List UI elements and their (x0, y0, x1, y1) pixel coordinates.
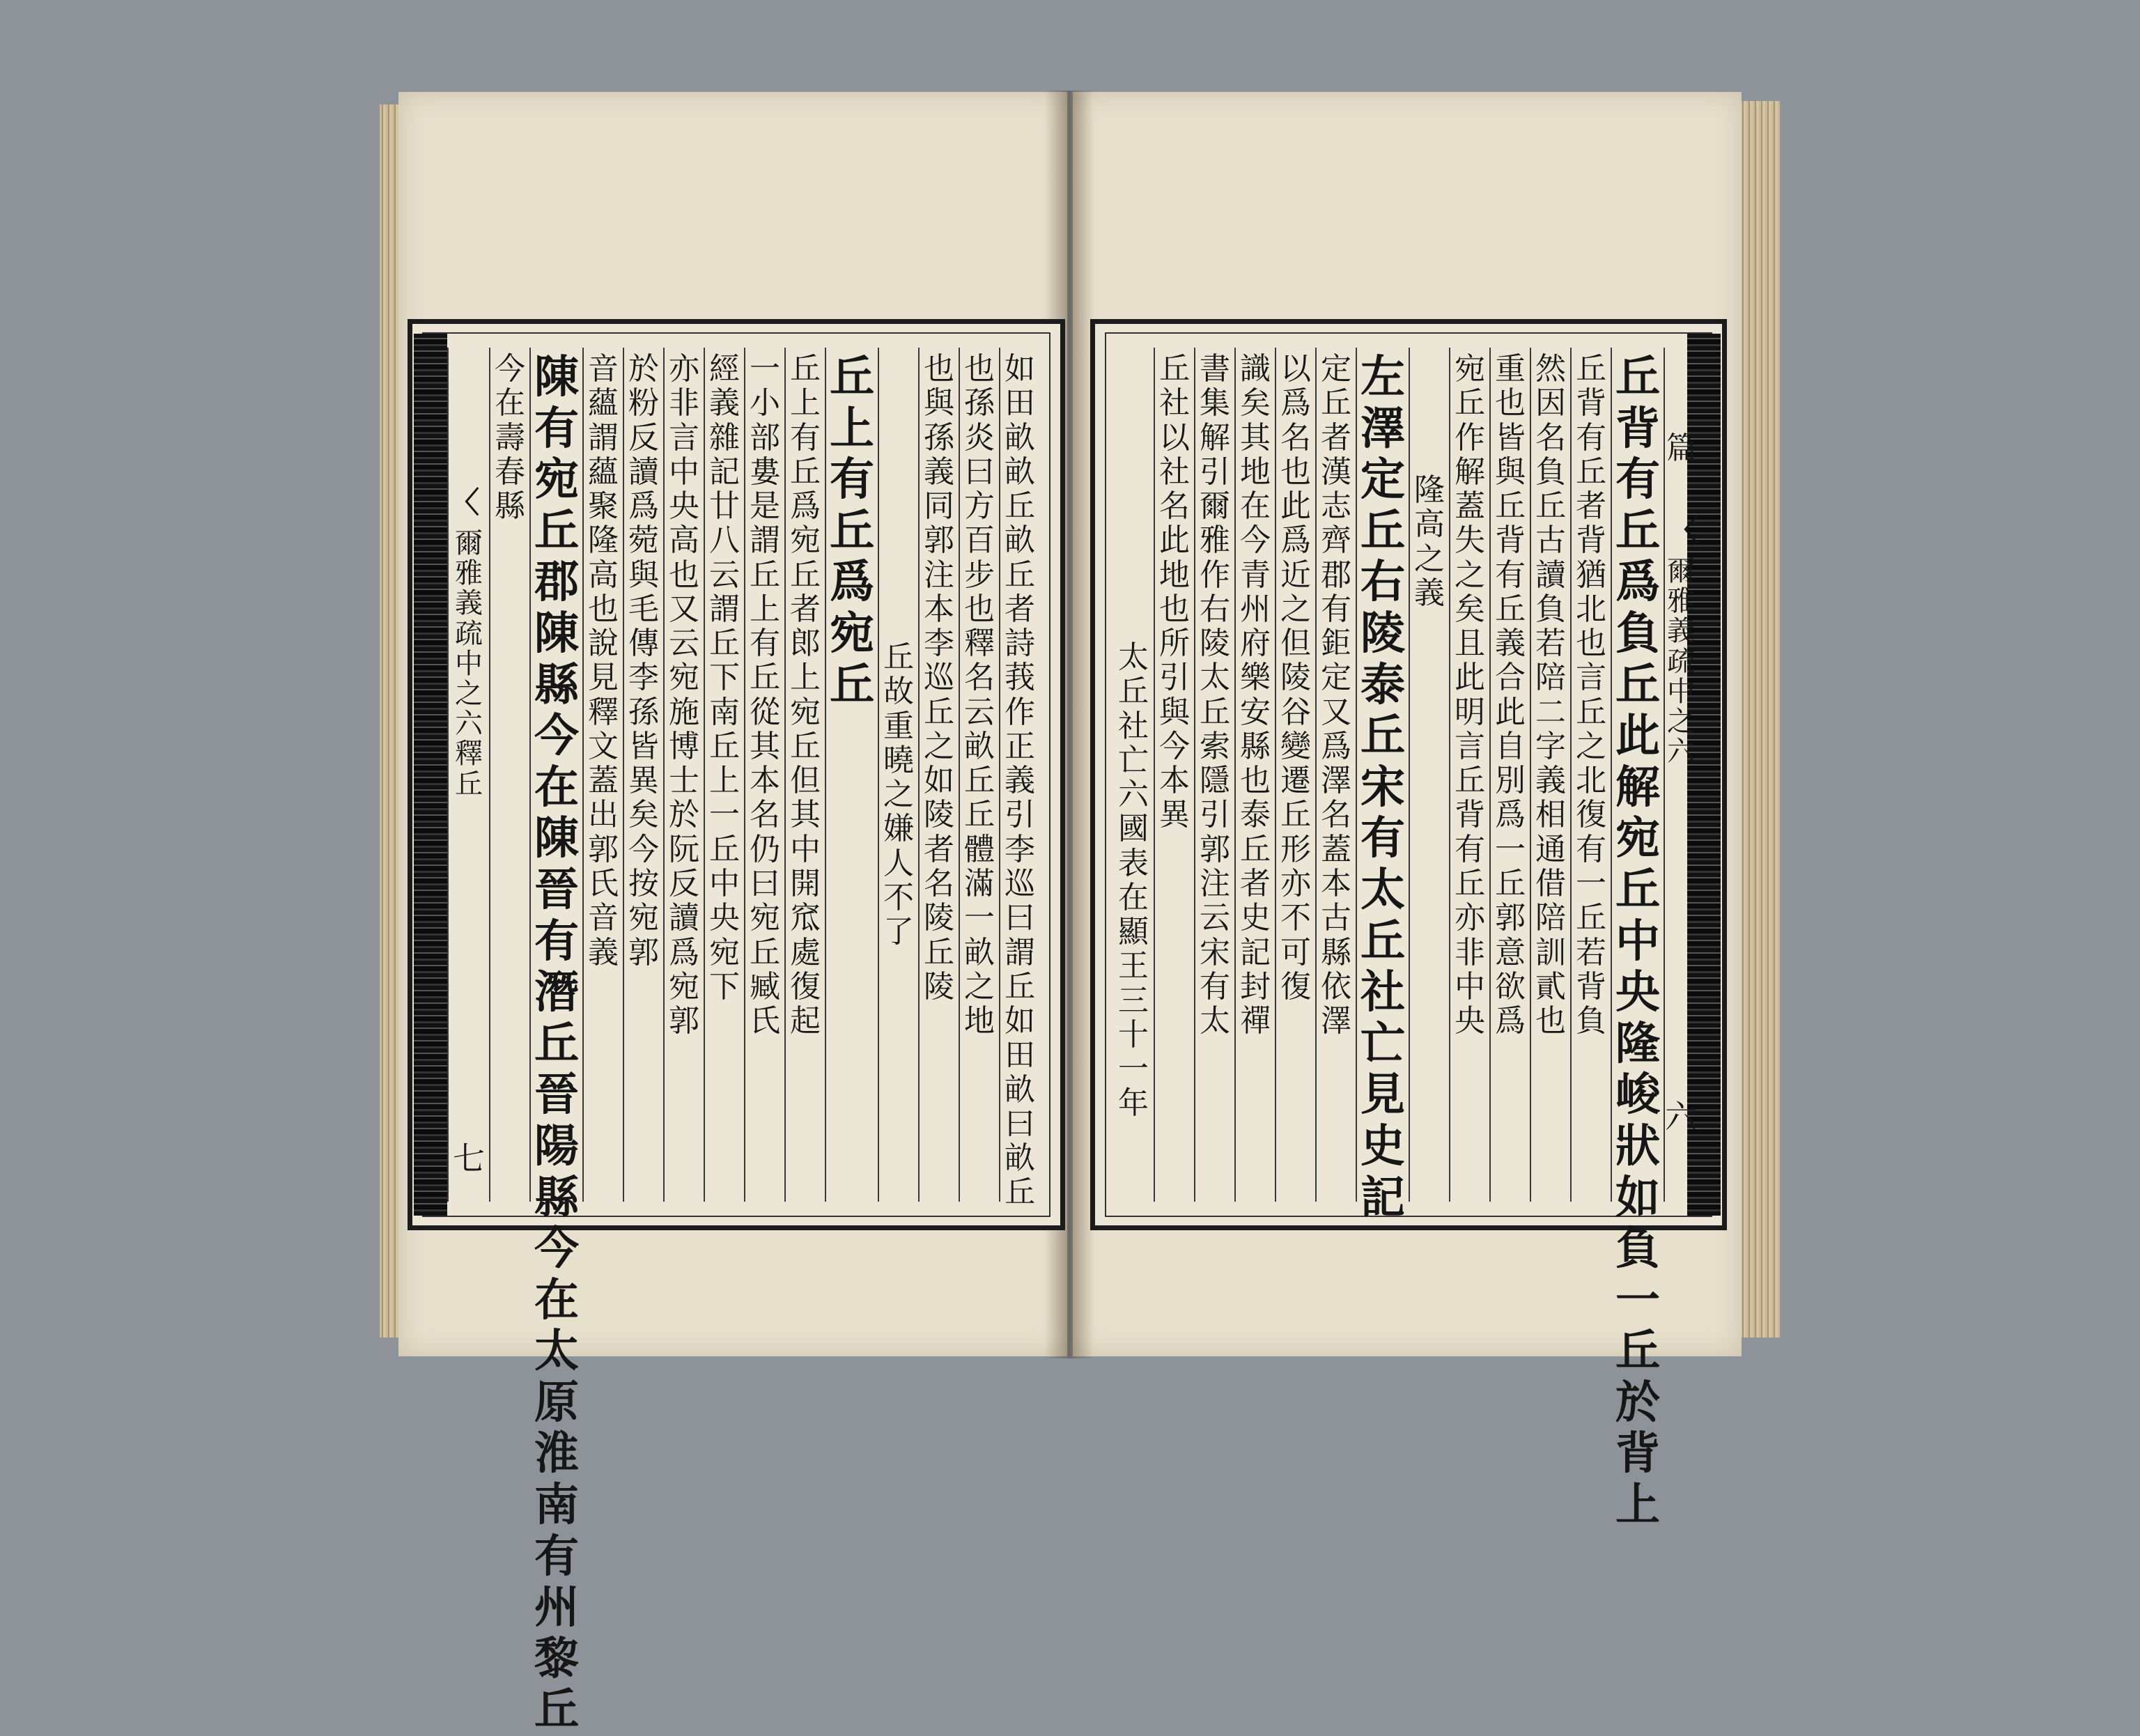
column-text: 於粉反讀爲菀與毛傳李孫皆異矣今按宛郭 (628, 351, 659, 970)
right-text-column (1356, 348, 1409, 1224)
column-text: 也與孫義同郭注本李巡丘之如陵者名陵丘陵 (924, 351, 954, 1005)
right-text-column (1113, 348, 1154, 1202)
column-text: 左澤定丘 右陵泰丘 宋有太丘社 亡見史記 (1360, 351, 1405, 1224)
left-text-column (878, 348, 918, 1202)
left-text-column (825, 348, 878, 1202)
column-text: 丘背有丘者背猶北也言丘之北復有一丘若背負 (1576, 351, 1606, 1039)
left-folio: 七 (453, 1140, 485, 1177)
left-margin-column (447, 348, 489, 1202)
column-text: 以爲名也此爲近之但陵谷變遷丘形亦不可復 (1280, 351, 1311, 1005)
right-text-column (1154, 348, 1194, 1202)
right-text-block (1090, 319, 1727, 1532)
column-text: 丘社以社名此地也所引與今本異 (1159, 351, 1190, 833)
column-text: 定丘者漢志齊郡有鉅定又爲澤名蓋本古縣依澤 (1321, 351, 1351, 1039)
column-text: 隆高之義 (1414, 472, 1445, 611)
column-text: 也孫炎曰方百步也釋名云畝丘丘體滿一畝之地 (964, 351, 995, 1039)
right-text-column (1570, 348, 1611, 1202)
left-text-column (663, 348, 704, 1202)
left-text-column (784, 348, 825, 1202)
column-text: 丘上有丘爲宛丘者郎上宛丘但其中開窊處復起 (790, 351, 821, 1039)
column-text: 一小部婁是謂丘上有丘從其本名仍曰宛丘臧氏 (750, 351, 780, 1039)
column-text: 陳有宛丘 郡陳縣 今在陳 晉有潛丘 晉陽縣 今在太原 淮南有州黎丘 (534, 351, 579, 1736)
left-text-column (959, 348, 999, 1202)
column-text: 音蘊謂蘊聚隆高也說見釋文蓋出郭氏音義 (588, 351, 619, 970)
right-text-column (1409, 348, 1449, 1202)
left-text-column (623, 348, 663, 1202)
column-text: 如田畝 畝丘 畝丘者詩莪作正義引李巡曰謂丘如田畝曰畝丘 (1005, 351, 1035, 1211)
column-text: 亦非言中央高也又云宛施博士於阮反讀爲宛郭 (669, 351, 699, 1039)
left-margin-title: 爾雅義疏中之六 釋丘 (455, 527, 483, 800)
left-text-column (704, 348, 744, 1202)
right-text-column (1194, 348, 1234, 1202)
left-text-column (999, 348, 1039, 1211)
right-text-column (1275, 348, 1315, 1202)
left-text-block (408, 319, 1065, 1736)
left-text-column (744, 348, 784, 1202)
left-text-frame (422, 332, 1050, 1736)
right-text-column (1489, 348, 1530, 1202)
column-text: 丘上有丘爲宛丘 (830, 351, 874, 711)
column-text: 太丘社亡六國表在顯王三十一年 (1118, 640, 1149, 1122)
right-text-column (1234, 348, 1275, 1202)
right-text-column (1611, 348, 1664, 1532)
column-text: 丘故重曉之 嫌人不了 (883, 640, 914, 950)
left-text-column (489, 348, 529, 1202)
right-text-column (1530, 348, 1570, 1202)
right-text-frame (1105, 332, 1712, 1532)
column-text: 丘背有丘爲負丘 此解宛丘中央隆峻狀如負一丘於背上 (1615, 351, 1660, 1532)
right-text-column (1315, 348, 1356, 1202)
column-text: 然因名負丘古讀負若陪二字義相通借陪訓貳也 (1535, 351, 1566, 1039)
column-text: 今在壽春縣 (495, 351, 525, 525)
left-text-column (582, 348, 623, 1202)
right-margin-column (1664, 348, 1698, 1202)
right-text-column (1449, 348, 1489, 1202)
left-ink-edge (414, 334, 447, 1216)
column-text: 重也皆與丘背有丘義合此自別爲一丘郭意欲爲 (1495, 351, 1526, 1039)
left-text-column (918, 348, 959, 1202)
column-text: 書集解引爾雅作右陵太丘索隱引郭注云宋有太 (1200, 351, 1230, 1039)
left-fishtail-mark: 〈 (450, 486, 480, 520)
column-text: 經義雜記廿八云謂丘下南丘上一丘中央宛下 (709, 351, 740, 1005)
column-text: 識矣其地在今青州府樂安縣也泰丘者史記封禪 (1240, 351, 1271, 1039)
right-fishtail-mark: 〈 (1669, 513, 1699, 548)
column-text: 篇 (1666, 431, 1697, 466)
column-text: 宛丘作解蓋失之矣且此明言丘背有丘亦非中央 (1455, 351, 1485, 1039)
right-margin-title: 爾雅義疏中之六 (1667, 555, 1695, 768)
left-text-column (529, 348, 582, 1736)
right-folio: 六 (1665, 1098, 1697, 1136)
